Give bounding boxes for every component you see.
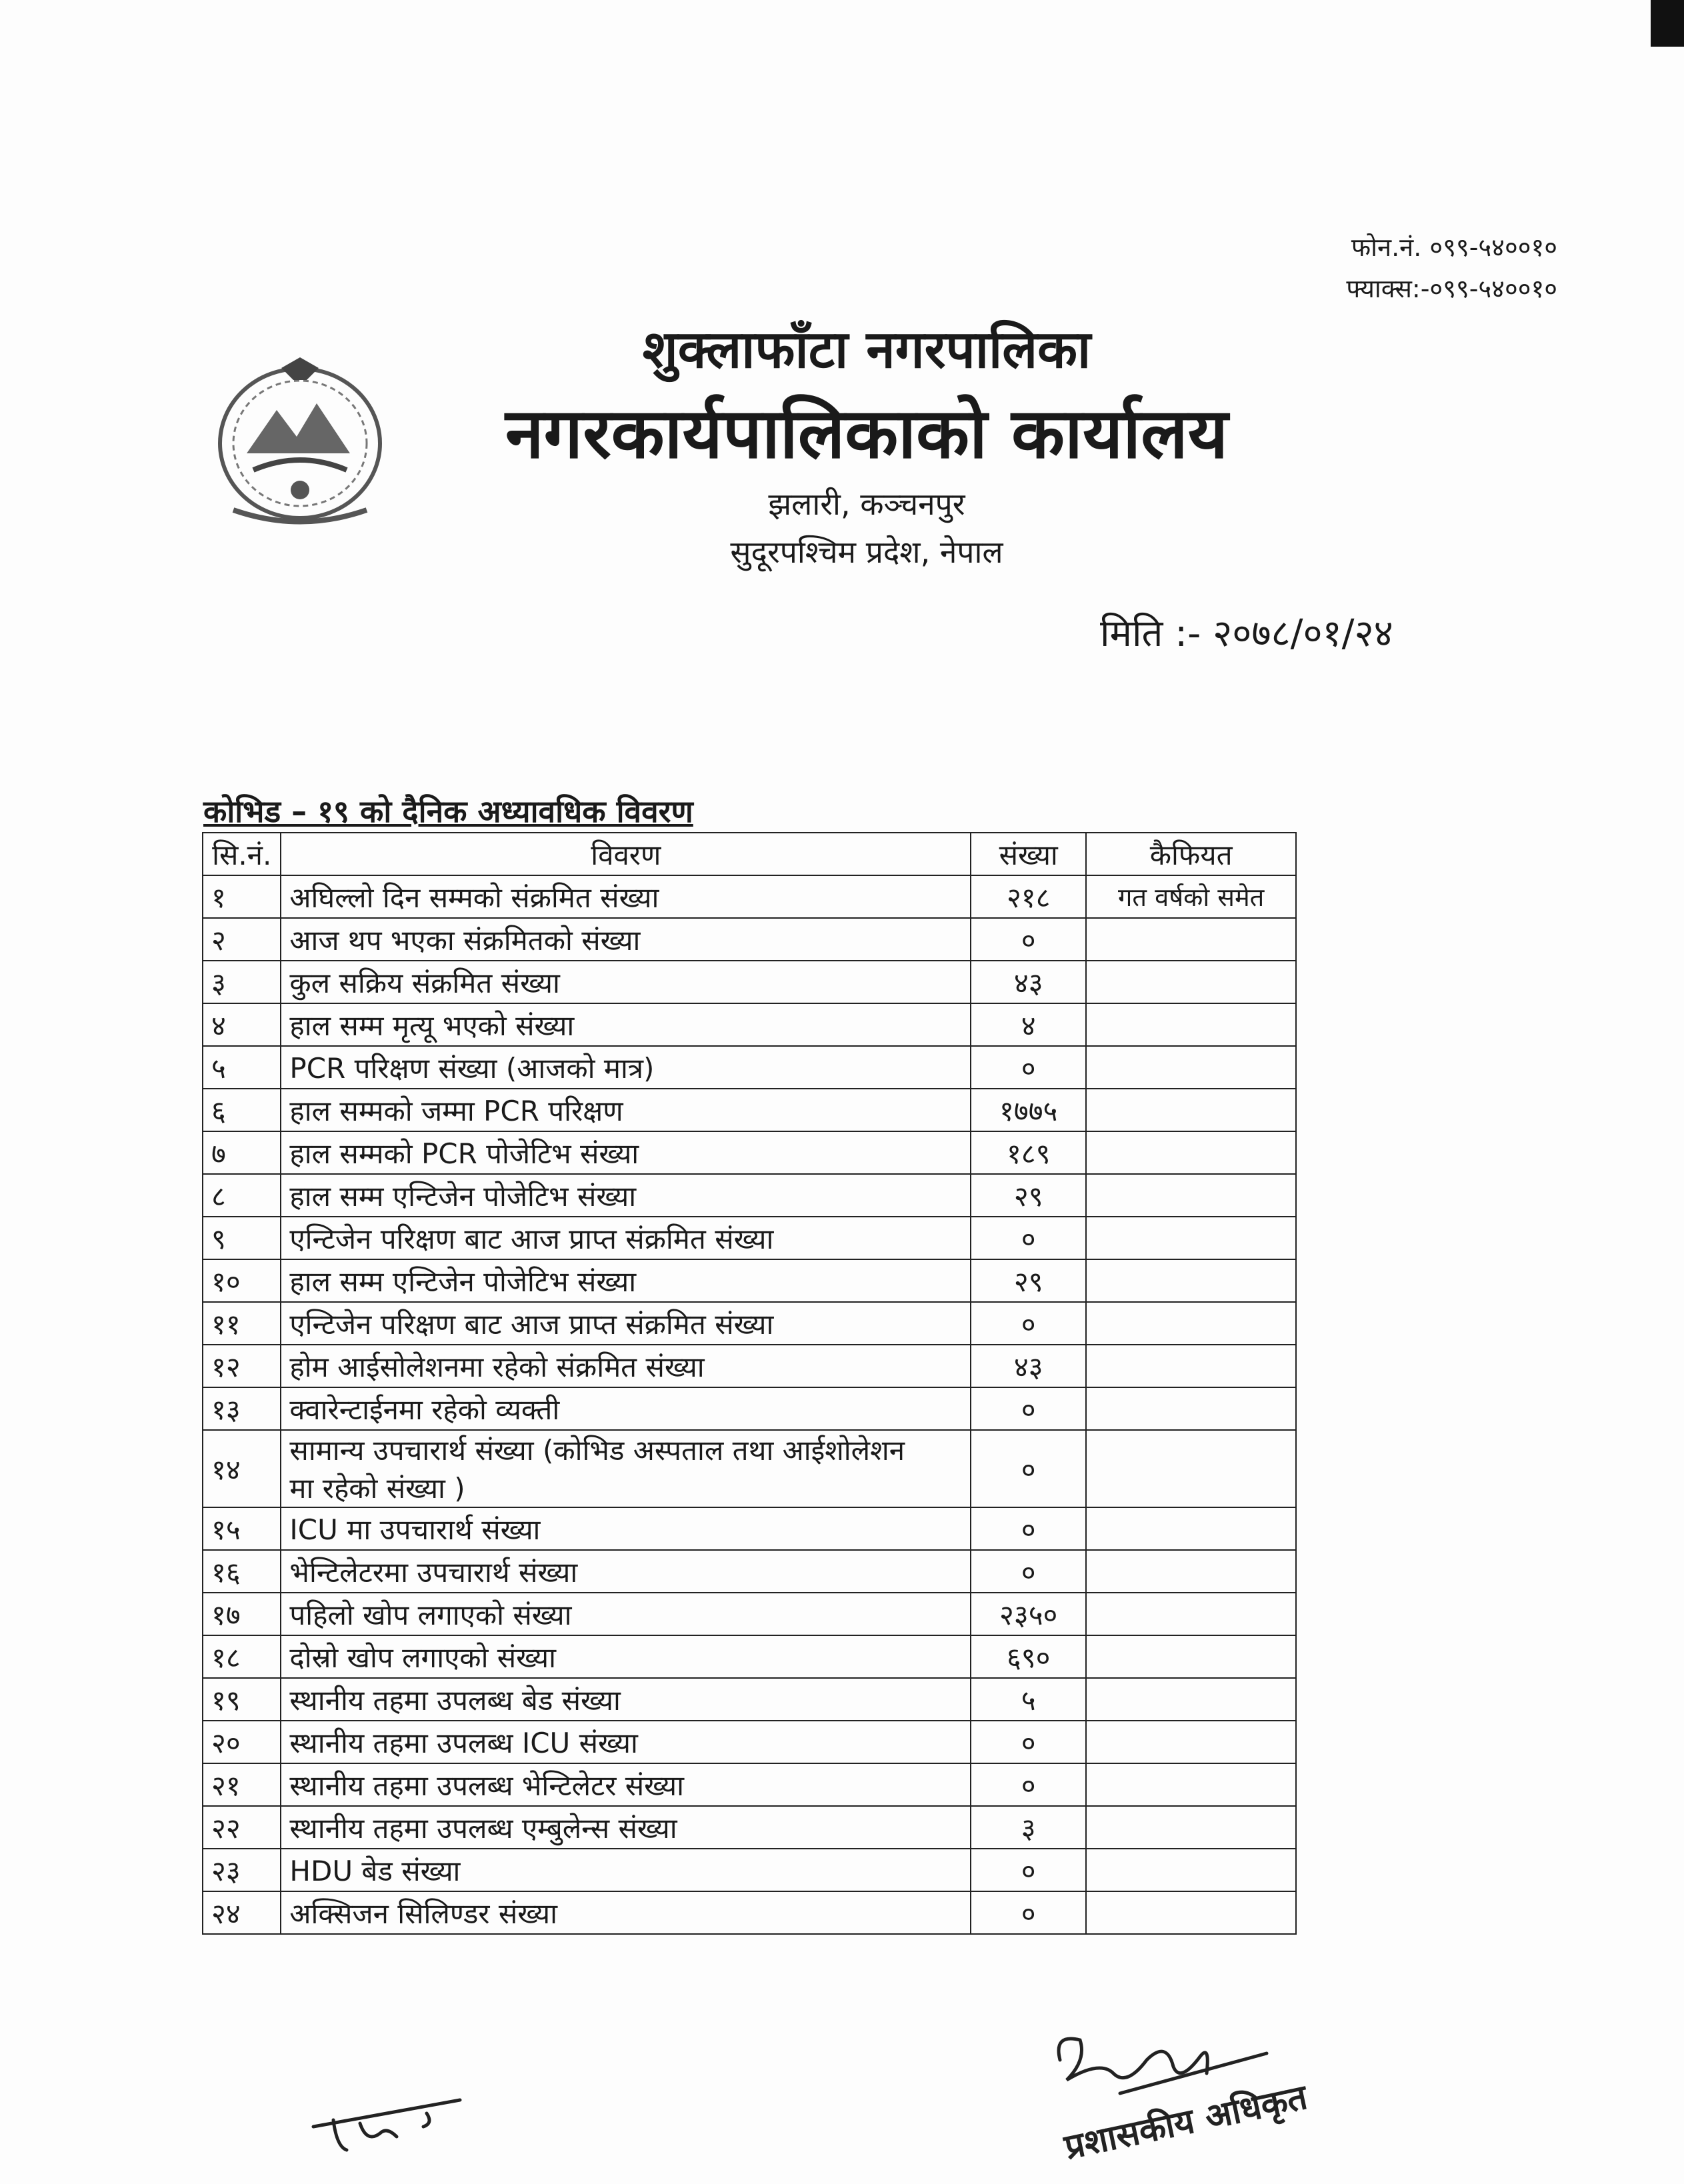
row-remarks bbox=[1086, 1849, 1296, 1891]
municipality-name: शुक्लाफाँटा नगरपालिका bbox=[642, 320, 1091, 380]
row-remarks bbox=[1086, 1259, 1296, 1302]
row-description: पहिलो खोप लगाएको संख्या bbox=[281, 1593, 971, 1635]
nepal-emblem-icon bbox=[207, 353, 393, 527]
row-sn: २१ bbox=[203, 1763, 281, 1806]
table-row bbox=[203, 1721, 1296, 1763]
row-sn: ५ bbox=[203, 1046, 281, 1089]
row-sn: १८ bbox=[203, 1635, 281, 1678]
row-description: अक्सिजन सिलिण्डर संख्या bbox=[281, 1891, 971, 1934]
table-row bbox=[203, 1507, 1296, 1550]
row-remarks bbox=[1086, 1003, 1296, 1046]
row-sn: २४ bbox=[203, 1891, 281, 1934]
table-row bbox=[203, 1635, 1296, 1678]
row-count: १७७५ bbox=[971, 1089, 1086, 1131]
table-row bbox=[203, 1593, 1296, 1635]
row-sn: १९ bbox=[203, 1678, 281, 1721]
row-remarks bbox=[1086, 1550, 1296, 1593]
row-remarks bbox=[1086, 1721, 1296, 1763]
table-row bbox=[203, 918, 1296, 961]
row-remarks bbox=[1086, 1507, 1296, 1550]
row-count: ० bbox=[971, 1302, 1086, 1345]
row-remarks bbox=[1086, 1635, 1296, 1678]
row-remarks bbox=[1086, 961, 1296, 1003]
row-description: हाल सम्म एन्टिजेन पोजेटिभ संख्या bbox=[281, 1259, 971, 1302]
address-line-1: झलारी, कञ्चनपुर bbox=[768, 486, 965, 522]
row-description: स्थानीय तहमा उपलब्ध बेड संख्या bbox=[281, 1678, 971, 1721]
row-count: ० bbox=[971, 1046, 1086, 1089]
row-remarks bbox=[1086, 1763, 1296, 1806]
table-row bbox=[203, 1131, 1296, 1174]
row-sn: ४ bbox=[203, 1003, 281, 1046]
fax-number: फ्याक्स:-०९९-५४००१० bbox=[1346, 274, 1557, 303]
row-count: २१८ bbox=[971, 875, 1086, 918]
phone-number: फोन.नं. ०९९-५४००१० bbox=[1351, 233, 1557, 262]
row-count: ० bbox=[971, 1217, 1086, 1259]
row-sn: ६ bbox=[203, 1089, 281, 1131]
row-count: ० bbox=[971, 1430, 1086, 1507]
row-count: ० bbox=[971, 1721, 1086, 1763]
row-count: ० bbox=[971, 1387, 1086, 1430]
covid-report-table bbox=[202, 832, 1297, 1935]
row-remarks bbox=[1086, 1345, 1296, 1387]
row-description-line-1: सामान्य उपचारार्थ संख्या (कोभिड अस्पताल तथा आईशोलेशन bbox=[289, 1434, 905, 1467]
table-row bbox=[203, 1430, 1296, 1507]
table-row bbox=[203, 1678, 1296, 1721]
table-row bbox=[203, 1089, 1296, 1131]
table-row bbox=[203, 1003, 1296, 1046]
row-remarks bbox=[1086, 1430, 1296, 1507]
row-description: हाल सम्मको जम्मा PCR परिक्षण bbox=[281, 1089, 971, 1131]
row-remarks bbox=[1086, 1046, 1296, 1089]
row-description: अघिल्लो दिन सम्मको संक्रमित संख्या bbox=[281, 875, 971, 918]
row-count: ३ bbox=[971, 1806, 1086, 1849]
row-remarks bbox=[1086, 1806, 1296, 1849]
table-row bbox=[203, 1387, 1296, 1430]
row-sn: ९ bbox=[203, 1217, 281, 1259]
row-description: हाल सम्मको PCR पोजेटिभ संख्या bbox=[281, 1131, 971, 1174]
row-description: स्थानीय तहमा उपलब्ध ICU संख्या bbox=[281, 1721, 971, 1763]
row-sn: १४ bbox=[203, 1430, 281, 1507]
row-description: हाल सम्म एन्टिजेन पोजेटिभ संख्या bbox=[281, 1174, 971, 1217]
signatory-title: प्रशासकीय अधिकृत bbox=[1061, 2077, 1311, 2168]
row-remarks bbox=[1086, 1217, 1296, 1259]
row-count: ० bbox=[971, 1891, 1086, 1934]
row-sn: २२ bbox=[203, 1806, 281, 1849]
table-row bbox=[203, 1302, 1296, 1345]
table-row bbox=[203, 1550, 1296, 1593]
row-remarks bbox=[1086, 1678, 1296, 1721]
row-sn: १६ bbox=[203, 1550, 281, 1593]
header-count: संख्या bbox=[971, 833, 1086, 875]
table-row bbox=[203, 875, 1296, 918]
row-count: २३५० bbox=[971, 1593, 1086, 1635]
table-row bbox=[203, 1046, 1296, 1089]
row-count: ० bbox=[971, 1550, 1086, 1593]
table-row bbox=[203, 1259, 1296, 1302]
row-description: आज थप भएका संक्रमितको संख्या bbox=[281, 918, 971, 961]
row-description: क्वारेन्टाईनमा रहेको व्यक्ती bbox=[281, 1387, 971, 1430]
row-count: ५ bbox=[971, 1678, 1086, 1721]
row-remarks bbox=[1086, 1302, 1296, 1345]
row-sn: ३ bbox=[203, 961, 281, 1003]
row-remarks bbox=[1086, 1891, 1296, 1934]
row-sn: २० bbox=[203, 1721, 281, 1763]
row-count: २९ bbox=[971, 1174, 1086, 1217]
row-description: एन्टिजेन परिक्षण बाट आज प्राप्त संक्रमित संख्या bbox=[281, 1217, 971, 1259]
row-count: ० bbox=[971, 1763, 1086, 1806]
row-count: ० bbox=[971, 918, 1086, 961]
row-sn: ११ bbox=[203, 1302, 281, 1345]
row-count: ० bbox=[971, 1849, 1086, 1891]
header-remarks: कैफियत bbox=[1086, 833, 1296, 875]
row-remarks: गत वर्षको समेत bbox=[1086, 875, 1296, 918]
row-description: PCR परिक्षण संख्या (आजको मात्र) bbox=[281, 1046, 971, 1089]
row-sn: ८ bbox=[203, 1174, 281, 1217]
address-line-2: सुदूरपश्चिम प्रदेश, नेपाल bbox=[730, 534, 1003, 570]
scan-edge-shadow bbox=[1651, 0, 1684, 47]
row-description: ICU मा उपचारार्थ संख्या bbox=[281, 1507, 971, 1550]
row-sn: १५ bbox=[203, 1507, 281, 1550]
table-row bbox=[203, 1849, 1296, 1891]
row-description: होम आईसोलेशनमा रहेको संक्रमित संख्या bbox=[281, 1345, 971, 1387]
row-description: हाल सम्म मृत्यू भएको संख्या bbox=[281, 1003, 971, 1046]
row-description bbox=[281, 1430, 971, 1507]
header-description: विवरण bbox=[281, 833, 971, 875]
row-sn: १ bbox=[203, 875, 281, 918]
table-row bbox=[203, 1763, 1296, 1806]
row-count: २९ bbox=[971, 1259, 1086, 1302]
contact-block bbox=[1346, 227, 1557, 309]
row-remarks bbox=[1086, 1387, 1296, 1430]
row-sn: ७ bbox=[203, 1131, 281, 1174]
row-count: ४३ bbox=[971, 1345, 1086, 1387]
row-remarks bbox=[1086, 1131, 1296, 1174]
row-remarks bbox=[1086, 918, 1296, 961]
table-header-row bbox=[203, 833, 1296, 875]
row-sn: १० bbox=[203, 1259, 281, 1302]
row-sn: १२ bbox=[203, 1345, 281, 1387]
row-description: दोस्रो खोप लगाएको संख्या bbox=[281, 1635, 971, 1678]
table-title: कोभिड – १९ को दैनिक अध्यावधिक विवरण bbox=[203, 793, 693, 829]
left-signature-icon bbox=[307, 2087, 480, 2160]
row-description: कुल सक्रिय संक्रमित संख्या bbox=[281, 961, 971, 1003]
row-count: ० bbox=[971, 1507, 1086, 1550]
row-description: HDU बेड संख्या bbox=[281, 1849, 971, 1891]
table-row bbox=[203, 1217, 1296, 1259]
row-remarks bbox=[1086, 1593, 1296, 1635]
header-sn: सि.नं. bbox=[203, 833, 281, 875]
office-name: नगरकार्यपालिकाको कार्यालय bbox=[505, 393, 1229, 474]
row-count: ६९० bbox=[971, 1635, 1086, 1678]
row-description-line-2: मा रहेको संख्या ) bbox=[289, 1472, 465, 1505]
row-sn: १३ bbox=[203, 1387, 281, 1430]
row-count: १८९ bbox=[971, 1131, 1086, 1174]
row-count: ४ bbox=[971, 1003, 1086, 1046]
row-remarks bbox=[1086, 1089, 1296, 1131]
row-description: स्थानीय तहमा उपलब्ध भेन्टिलेटर संख्या bbox=[281, 1763, 971, 1806]
row-count: ४३ bbox=[971, 961, 1086, 1003]
row-description: भेन्टिलेटरमा उपचारार्थ संख्या bbox=[281, 1550, 971, 1593]
row-sn: २ bbox=[203, 918, 281, 961]
row-sn: १७ bbox=[203, 1593, 281, 1635]
row-description: स्थानीय तहमा उपलब्ध एम्बुलेन्स संख्या bbox=[281, 1806, 971, 1849]
table-row bbox=[203, 1345, 1296, 1387]
table-row bbox=[203, 1806, 1296, 1849]
table-row bbox=[203, 1174, 1296, 1217]
row-remarks bbox=[1086, 1174, 1296, 1217]
table-row bbox=[203, 1891, 1296, 1934]
row-description: एन्टिजेन परिक्षण बाट आज प्राप्त संक्रमित संख्या bbox=[281, 1302, 971, 1345]
row-sn: २३ bbox=[203, 1849, 281, 1891]
table-row bbox=[203, 961, 1296, 1003]
document-date: मिति :- २०७८/०१/२४ bbox=[1100, 612, 1393, 655]
office-header bbox=[400, 313, 1333, 576]
